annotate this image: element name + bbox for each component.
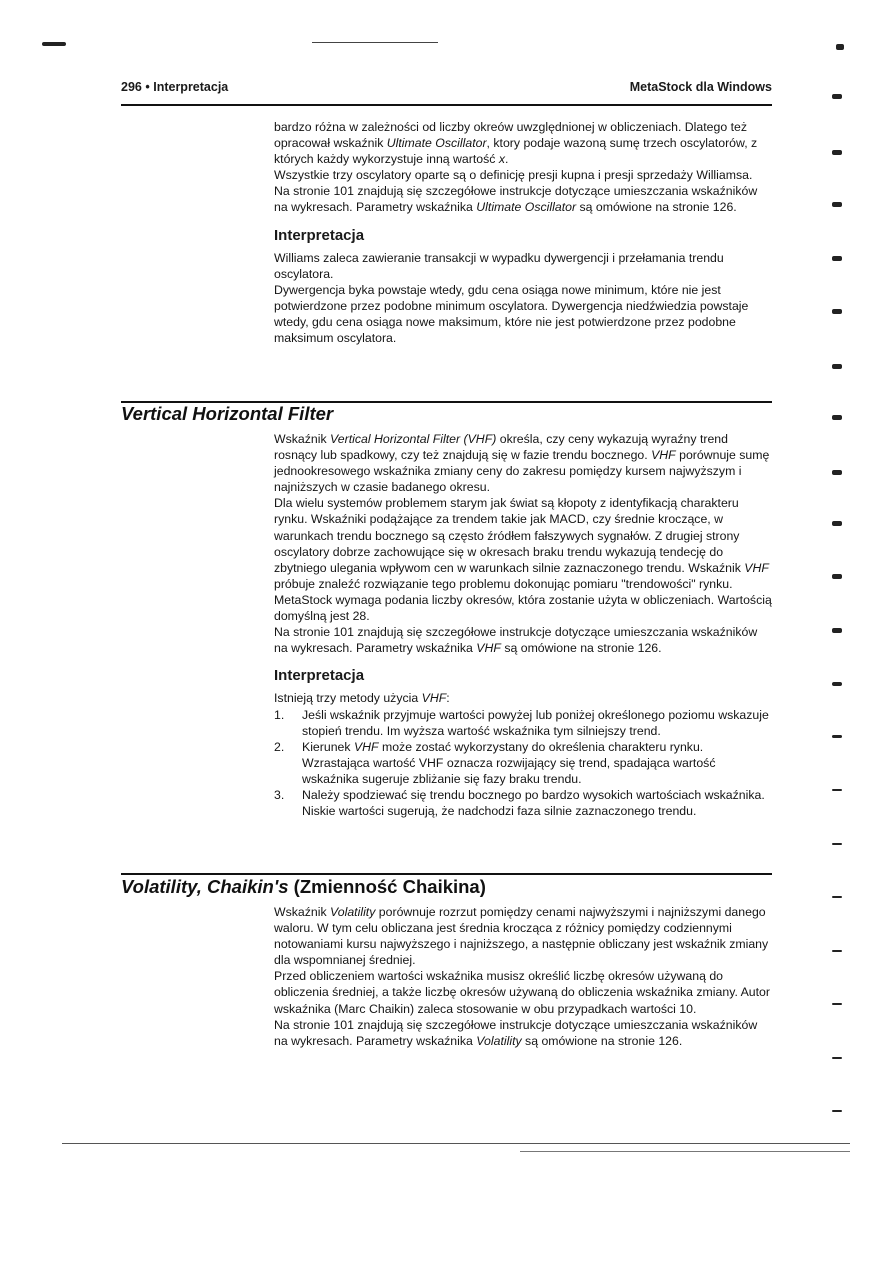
intro-paragraph-3: Na stronie 101 znajdują się szczegółowe instrukcje dotyczące umieszczania wskaźników na wykresach. Parametry wskaźnika Ultimate Oscillator są omówione na stronie 126. bbox=[274, 184, 758, 215]
edge-mark bbox=[832, 521, 842, 526]
header-bullet: • bbox=[145, 80, 150, 94]
scan-mark-top-left bbox=[42, 42, 66, 46]
running-header-right: MetaStock dla Windows bbox=[629, 80, 772, 94]
volatility-paragraph-3: Na stronie 101 znajdują się szczegółowe instrukcje dotyczące umieszczania wskaźników na wykresach. Parametry wskaźnika Volatility są omówione na stronie 126. bbox=[274, 1017, 758, 1048]
list-item: 1. Jeśli wskaźnik przyjmuje wartości powyżej lub poniżej określonego poziomu wskazuje stopień trendu. Im wyższa wartość wskaźnika tym silniejszy trend. bbox=[274, 707, 769, 738]
edge-mark bbox=[832, 309, 842, 314]
volatility-section-title: Volatility, Chaikin's (Zmienność Chaikina) bbox=[121, 876, 486, 897]
edge-mark bbox=[832, 682, 842, 686]
running-header-left bbox=[121, 80, 228, 94]
vhf-method-list bbox=[274, 707, 772, 820]
vhf-paragraph-4: Na stronie 101 znajdują się szczegółowe instrukcje dotyczące umieszczania wskaźników na wykresach. Parametry wskaźnika VHF są omówione na stronie 126. bbox=[274, 625, 758, 656]
bottom-scan-line-2 bbox=[520, 1151, 850, 1152]
vhf-interpretation-heading: Interpretacja bbox=[274, 667, 365, 685]
intro-block bbox=[274, 119, 772, 346]
bottom-scan-line-1 bbox=[62, 1143, 850, 1144]
edge-mark bbox=[832, 789, 842, 791]
intro-paragraph-2: Wszystkie trzy oscylatory oparte są o definicję presji kupna i presji sprzedaży Williamsa. bbox=[274, 168, 753, 183]
edge-mark bbox=[832, 896, 842, 898]
header-rule bbox=[121, 104, 772, 106]
edge-mark bbox=[832, 415, 842, 420]
edge-mark bbox=[832, 1057, 842, 1059]
volatility-paragraph-2: Przed obliczeniem wartości wskaźnika musisz określić liczbę okresów używaną do obliczenia średniej, a także liczbę okresów używaną do obliczenia wskaźnika zmiany. Autor wskaźnika (Marc Chaikin) zaleca stosowanie w obu przypadkach wartości 10. bbox=[274, 969, 770, 1016]
header-section: Interpretacja bbox=[153, 80, 229, 94]
vhf-paragraph-1: Wskaźnik Vertical Horizontal Filter (VHF) określa, czy ceny wykazują wyraźny trend rosnący lub spadkowy, czy też znajdują się w fazie trendu bocznego. VHF porównuje sumę jednookresowego wskaźnika zmiany ceny do zakresu pomiędzy kursem najwyższym i najniższych w czasie badanego okresu. bbox=[274, 432, 770, 495]
edge-mark bbox=[832, 202, 842, 207]
vhf-section-title: Vertical Horizontal Filter bbox=[121, 403, 334, 424]
edge-mark bbox=[832, 574, 842, 579]
edge-mark bbox=[832, 470, 842, 475]
edge-mark bbox=[832, 256, 842, 261]
edge-mark bbox=[832, 364, 842, 369]
edge-mark bbox=[832, 1110, 842, 1112]
vhf-paragraph-3: MetaStock wymaga podania liczby okresów, która zostanie użyta w obliczeniach. Wartością domyślną jest 28. bbox=[274, 592, 772, 624]
edge-mark bbox=[832, 735, 842, 738]
edge-mark bbox=[832, 628, 842, 633]
list-item: 2. Kierunek VHF może zostać wykorzystany do określenia charakteru rynku. Wzrastająca wartość VHF oznacza rozwijający się trend, spadająca wartość wskaźnika sugeruje zbliżanie się fazy braku trendu. bbox=[274, 739, 716, 786]
volatility-section-rule bbox=[121, 873, 772, 875]
intro-paragraph-1: bardzo różna w zależności od liczby okreów uwzględnionej w obliczeniach. Dlatego też opracował wskaźnik Ultimate Oscillator, ktory podaje wazoną sumę trzech oscylatorów, z których każdy wykorzystuje inną wartość x. bbox=[274, 120, 758, 167]
intro-interpretation-heading: Interpretacja bbox=[274, 226, 365, 244]
vhf-block bbox=[274, 431, 772, 819]
intro-interpretation-paragraph-1: Williams zaleca zawieranie transakcji w wypadku dywergencji i przełamania trendu oscylatora. bbox=[274, 250, 724, 281]
volatility-paragraph-1: Wskaźnik Volatility porównuje rozrzut pomiędzy cenami najwyższymi i najniższymi danego waloru. W tym celu obliczana jest średnia krocząca z różnicy pomiędzy codziennymi notowaniami kursu najwyższego i najniższego, a następnie obliczany jest wskaźnik zmiany dla wspomnianej średniej. bbox=[274, 905, 769, 968]
top-scan-line bbox=[312, 42, 438, 43]
page-number: 296 bbox=[121, 80, 142, 94]
edge-mark bbox=[832, 950, 842, 952]
edge-mark bbox=[836, 44, 844, 50]
edge-mark bbox=[832, 150, 842, 155]
edge-mark bbox=[832, 94, 842, 99]
volatility-block bbox=[274, 904, 772, 1049]
list-item: 3. Należy spodziewać się trendu bocznego po bardzo wysokich wartościach wskaźnika. Niskie wartości sugerują, że nadchodzi faza silnie zaznaczonego trendu. bbox=[274, 787, 765, 819]
edge-mark bbox=[832, 843, 842, 845]
vhf-paragraph-2: Dla wielu systemów problemem starym jak świat są kłopoty z identyfikacją charakteru rynku. Wskaźniki podążające za trendem takie jak MACD, czy średnie kroczące, w warunkach trendu bocznego są często źródłem fałszywych sygnałów. Z drugiej strony oscylatory dobrze zachowujące się w okresach braku trendu wykazują tendecję do zbytniego ulegania wpływom cen w warunkach silnie zaznaczonego trendu. Wskaźnik VHF próbuje znaleźć rozwiązanie tego problemu dokonując pomiaru "trendowości" rynku. bbox=[274, 496, 769, 591]
intro-interpretation-paragraph-2: Dywergencja byka powstaje wtedy, gdu cena osiąga nowe minimum, które nie jest potwierdzone przez podobne minimum oscylatora. Dywergencja niedźwiedzia powstaje wtedy, gdu cena osiąga nowe maksimum, które nie jest potwierdzone przez podobne maksimum oscylatora. bbox=[274, 282, 749, 346]
vhf-interpretation-intro: Istnieją trzy metody użycia VHF: bbox=[274, 691, 450, 706]
edge-mark bbox=[832, 1003, 842, 1005]
